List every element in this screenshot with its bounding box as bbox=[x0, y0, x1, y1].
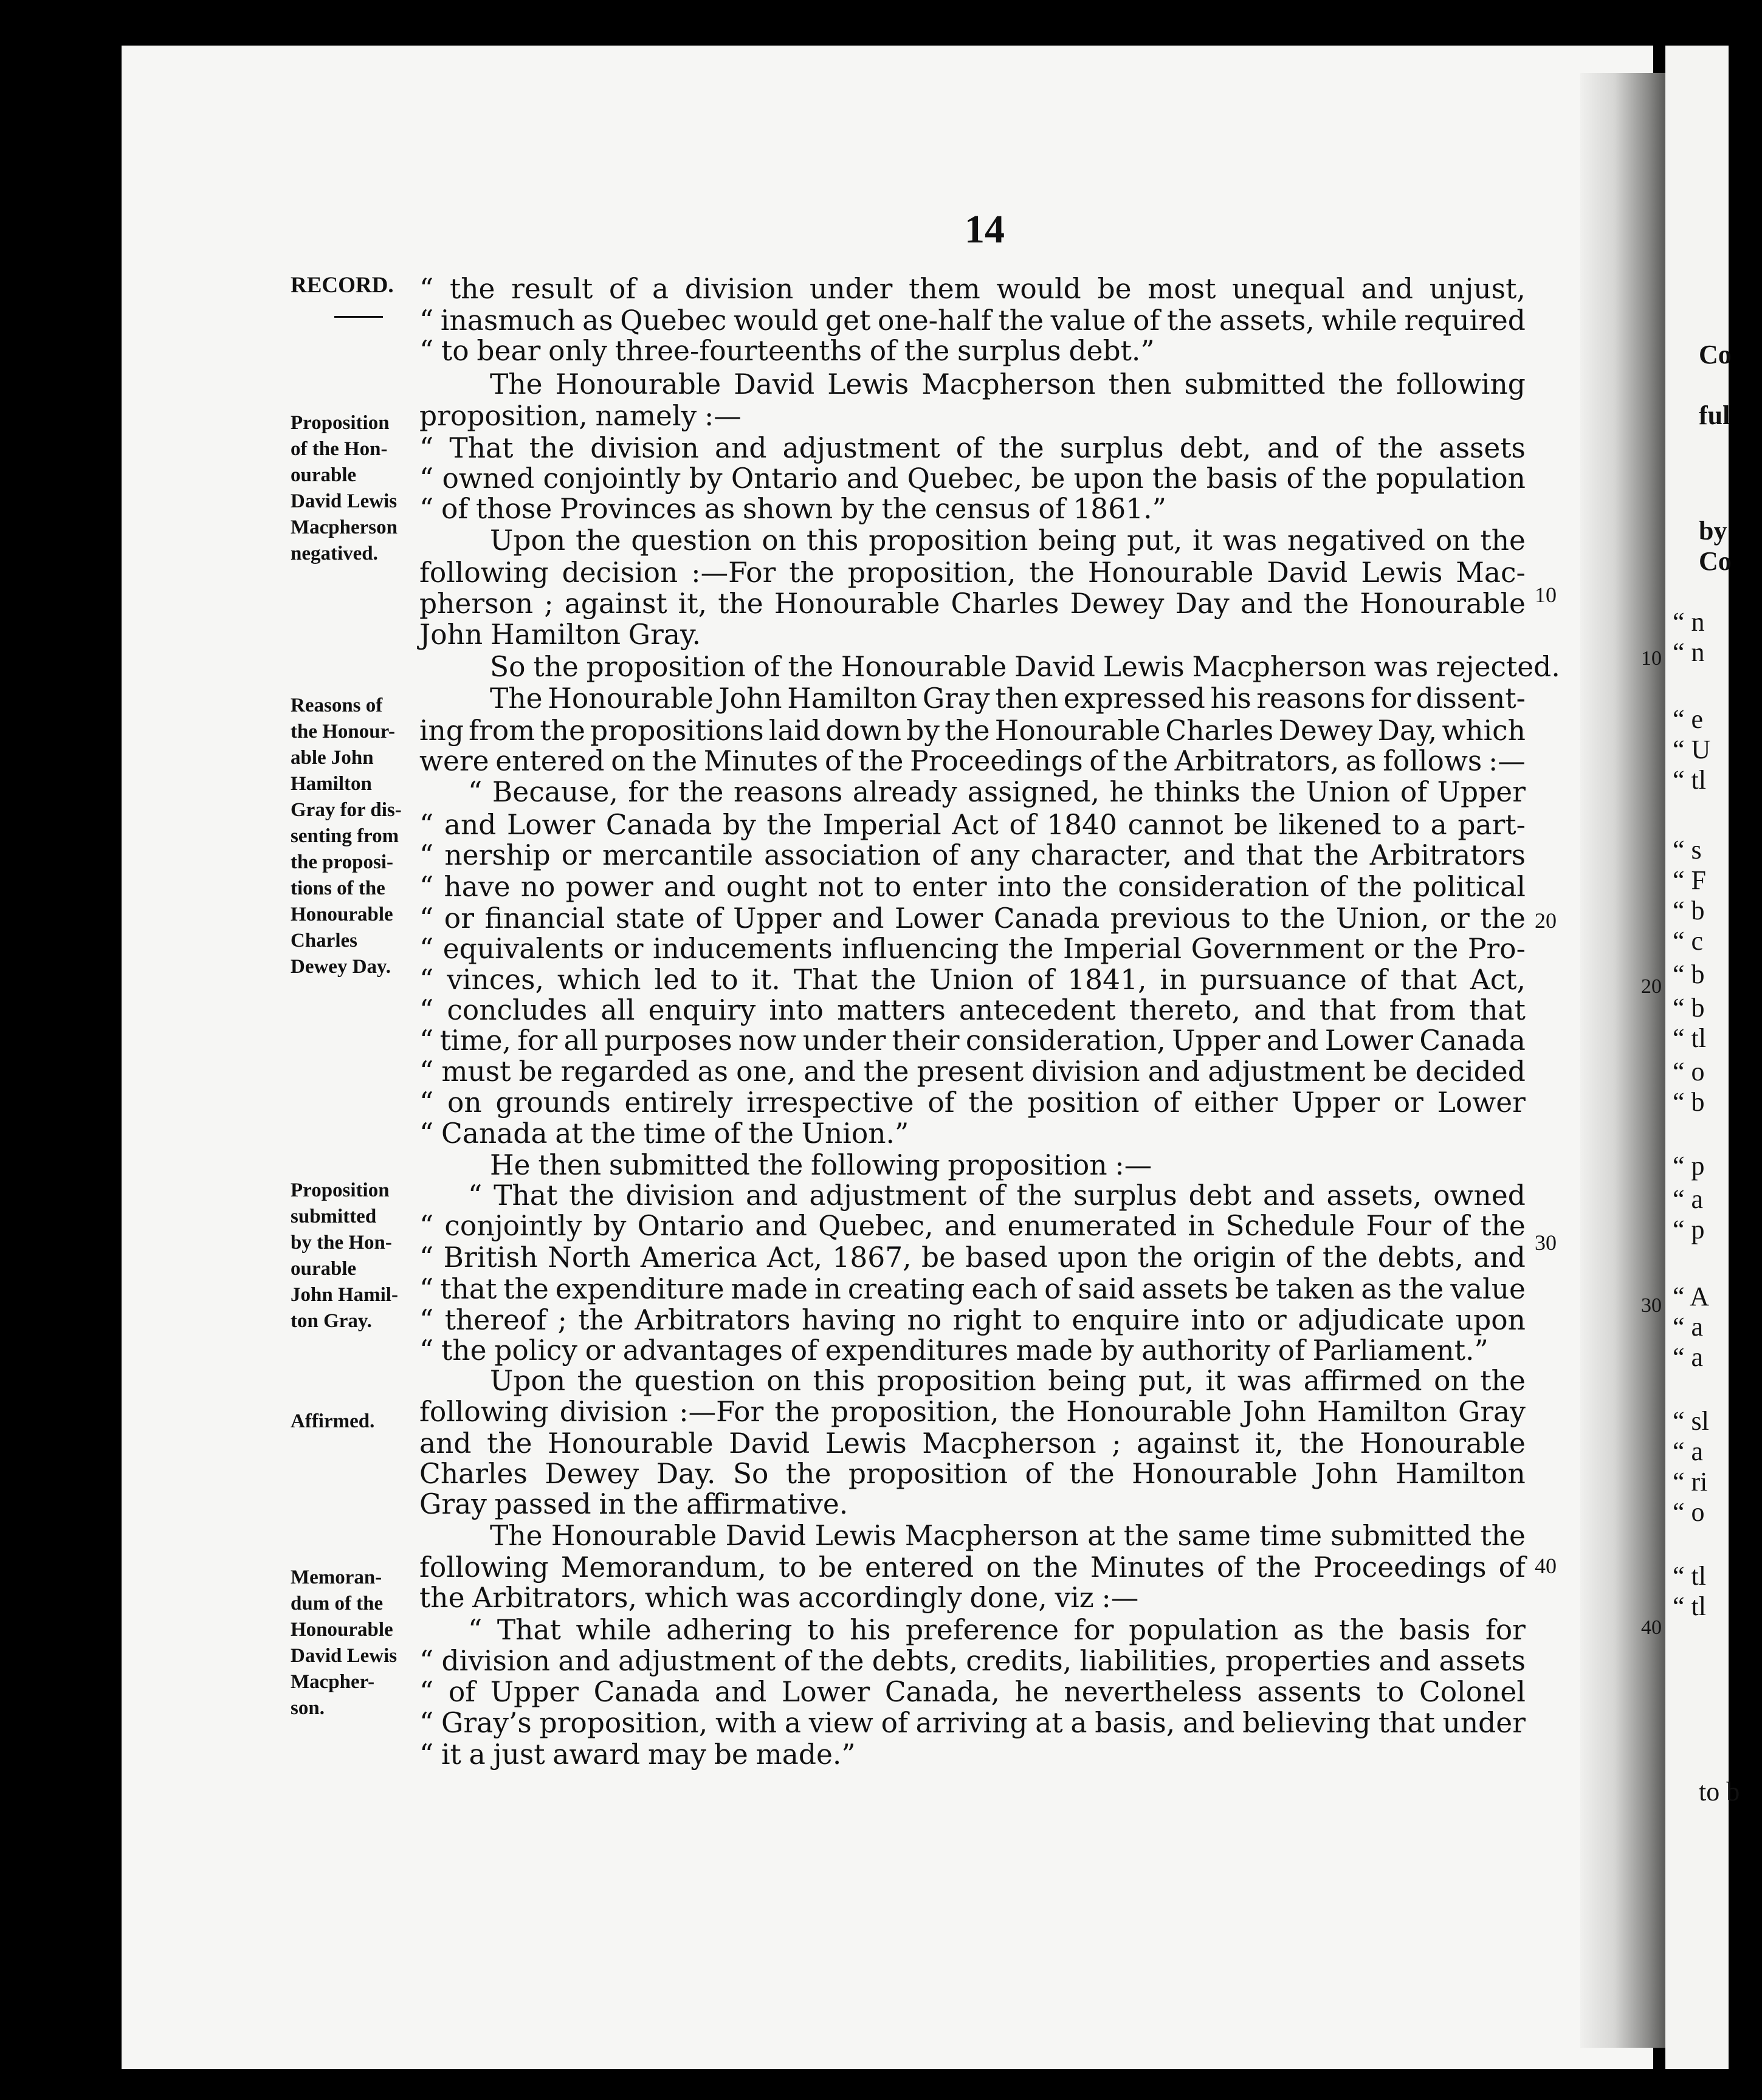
adjacent-page-text: “ c bbox=[1673, 926, 1704, 956]
body-text-line: “ the result of a division under them would be most unequal and unjust, bbox=[419, 273, 1526, 305]
body-text-line: were entered on the Minutes of the Proceedings of the Arbitrators, as follows :— bbox=[419, 745, 1526, 777]
margin-note bbox=[291, 1565, 430, 1721]
line-number: 10 bbox=[1535, 583, 1557, 607]
page-number: 14 bbox=[965, 207, 1005, 252]
record-rule bbox=[334, 316, 383, 318]
margin-note-line: submitted bbox=[291, 1206, 377, 1227]
body-text-line: ing from the propositions laid down by the Honourable Charles Dewey Day, which bbox=[419, 715, 1526, 747]
body-text-line: “ or financial state of Upper and Lower Canada previous to the Union, or the bbox=[419, 902, 1526, 935]
margin-note-line: Macpherson bbox=[291, 516, 397, 538]
adjacent-page-text: “ n bbox=[1673, 637, 1705, 667]
margin-note-line: ton Gray. bbox=[291, 1310, 372, 1332]
adjacent-page-edge bbox=[1641, 46, 1740, 2069]
body-text-line: “ that the expenditure made in creating each of said assets be taken as the value bbox=[419, 1273, 1526, 1305]
margin-note-line: John Hamil- bbox=[291, 1284, 398, 1306]
body-text-line: Charles Dewey Day. So the proposition of the Honourable John Hamilton bbox=[419, 1458, 1526, 1490]
margin-note-line: Hamilton bbox=[291, 773, 372, 795]
margin-note-line: the proposi- bbox=[291, 851, 393, 873]
margin-note-line: Reasons of bbox=[291, 695, 383, 716]
line-number: 40 bbox=[1535, 1554, 1557, 1578]
margin-note bbox=[291, 1409, 430, 1435]
body-text-line: “ the policy or advantages of expenditures made by authority of Parliament.” bbox=[419, 1334, 1488, 1367]
body-text-line: “ to bear only three-fourteenths of the surplus debt.” bbox=[419, 335, 1155, 367]
body-text-line: The Honourable David Lewis Macpherson then submitted the following bbox=[490, 368, 1526, 400]
body-text-line: “ That while adhering to his preference for population as the basis for bbox=[468, 1614, 1526, 1646]
margin-note-line: Affirmed. bbox=[291, 1410, 375, 1432]
adjacent-page-line-number: 10 bbox=[1641, 647, 1662, 670]
margin-note-line: ourable bbox=[291, 464, 357, 486]
line-number: 30 bbox=[1535, 1230, 1557, 1255]
adjacent-page-text: “ tl bbox=[1673, 1591, 1706, 1621]
body-text-line: “ That the division and adjustment of the surplus debt and assets, owned bbox=[468, 1179, 1526, 1212]
body-text-line: the Arbitrators, which was accordingly done, viz :— bbox=[419, 1582, 1139, 1614]
body-text-line: “ concludes all enquiry into matters antecedent thereto, and that from that bbox=[419, 994, 1526, 1026]
adjacent-page-text: “ tl bbox=[1673, 765, 1706, 795]
margin-note-line: Gray for dis- bbox=[291, 799, 402, 821]
adjacent-page-text: “ U bbox=[1673, 735, 1711, 764]
body-text-line: The Honourable John Hamilton Gray then expressed his reasons for dissent- bbox=[490, 682, 1526, 715]
body-text-line: “ nership or mercantile association of any character, and that the Arbitrators bbox=[419, 839, 1526, 871]
body-text-line: “ Because, for the reasons already assigned, he thinks the Union of Upper bbox=[468, 776, 1526, 808]
adjacent-page-text: by bbox=[1699, 516, 1727, 546]
body-text-line: following division :—For the proposition, the Honourable John Hamilton Gray bbox=[419, 1396, 1526, 1428]
margin-note-line: the Honour- bbox=[291, 721, 396, 743]
body-text-line: “ of Upper Canada and Lower Canada, he nevertheless assents to Colonel bbox=[419, 1676, 1526, 1708]
body-text-line: Upon the question on this proposition being put, it was negatived on the bbox=[490, 524, 1526, 557]
margin-note-line: of the Hon- bbox=[291, 438, 388, 460]
body-text-line: He then submitted the following proposition :— bbox=[490, 1149, 1152, 1181]
body-text-line: “ conjointly by Ontario and Quebec, and enumerated in Schedule Four of the bbox=[419, 1210, 1526, 1242]
margin-note bbox=[291, 1178, 430, 1334]
margin-note-line: senting from bbox=[291, 825, 399, 847]
body-text-line: “ have no power and ought not to enter into the consideration of the political bbox=[419, 871, 1526, 903]
body-text-line: pherson ; against it, the Honourable Charles Dewey Day and the Honourable bbox=[419, 588, 1526, 620]
adjacent-page-text: “ tl bbox=[1673, 1023, 1706, 1053]
margin-note-line: negatived. bbox=[291, 543, 378, 564]
adjacent-page-text: ful bbox=[1699, 400, 1730, 430]
adjacent-page-text: “ b bbox=[1673, 896, 1705, 925]
margin-note-line: Memoran- bbox=[291, 1566, 382, 1588]
body-text-line: following decision :—For the proposition, the Honourable David Lewis Mac- bbox=[419, 557, 1526, 589]
adjacent-page-text: Co bbox=[1699, 340, 1732, 369]
line-number: 20 bbox=[1535, 908, 1557, 933]
body-text-line: “ of those Provinces as shown by the census of 1861.” bbox=[419, 493, 1166, 525]
margin-note-line: Charles bbox=[291, 930, 357, 952]
body-text-line: following Memorandum, to be entered on the Minutes of the Proceedings of bbox=[419, 1551, 1526, 1584]
margin-note-line: able John bbox=[291, 747, 374, 769]
adjacent-page-line-number: 20 bbox=[1641, 975, 1662, 998]
body-text-line: and the Honourable David Lewis Macpherson ; against it, the Honourable bbox=[419, 1427, 1526, 1460]
adjacent-page-text: “ b bbox=[1673, 959, 1705, 989]
adjacent-page-text: “ a bbox=[1673, 1436, 1704, 1466]
body-text-line: “ must be regarded as one, and the present division and adjustment be decided bbox=[419, 1055, 1526, 1088]
page-gutter-shadow bbox=[1580, 73, 1665, 2048]
adjacent-page-text: “ e bbox=[1673, 704, 1704, 734]
margin-note-line: Honourable bbox=[291, 904, 393, 925]
body-text-line: “ time, for all purposes now under their consideration, Upper and Lower Canada bbox=[419, 1024, 1526, 1057]
margin-note-line: by the Hon- bbox=[291, 1232, 392, 1254]
adjacent-page-text: “ o bbox=[1673, 1497, 1705, 1527]
adjacent-page-text: “ o bbox=[1673, 1057, 1705, 1086]
margin-note bbox=[291, 410, 430, 567]
margin-note-line: Macpher- bbox=[291, 1671, 375, 1693]
body-text-line: “ That the division and adjustment of the surplus debt, and of the assets bbox=[419, 432, 1526, 464]
body-text-line: “ owned conjointly by Ontario and Quebec, be upon the basis of the population bbox=[419, 462, 1526, 495]
margin-note bbox=[291, 693, 430, 980]
adjacent-page-text: to b bbox=[1699, 1777, 1740, 1807]
margin-note-line: Dewey Day. bbox=[291, 956, 391, 978]
body-text-line: John Hamilton Gray. bbox=[419, 619, 701, 651]
record-label: RECORD. bbox=[291, 273, 394, 298]
body-text-line: Gray passed in the affirmative. bbox=[419, 1488, 848, 1520]
body-text-line: “ and Lower Canada by the Imperial Act of 1840 cannot be likened to a part- bbox=[419, 809, 1526, 841]
adjacent-page-text: “ a bbox=[1673, 1342, 1704, 1372]
body-text-line: proposition, namely :— bbox=[419, 400, 742, 432]
adjacent-page-text: “ F bbox=[1673, 865, 1706, 895]
body-text-line: “ division and adjustment of the debts, credits, liabilities, properties and assets bbox=[419, 1645, 1526, 1677]
body-text-line: “ British North America Act, 1867, be based upon the origin of the debts, and bbox=[419, 1241, 1526, 1274]
margin-note-line: ourable bbox=[291, 1258, 357, 1280]
margin-note-line: David Lewis bbox=[291, 1645, 397, 1667]
body-text-line: So the proposition of the Honourable David Lewis Macpherson was rejected. bbox=[490, 651, 1560, 683]
margin-note-line: dum of the bbox=[291, 1593, 384, 1614]
adjacent-page-text: Co bbox=[1699, 546, 1732, 576]
body-text-line: “ inasmuch as Quebec would get one-half the value of the assets, while required bbox=[419, 304, 1526, 337]
adjacent-page-text: “ b bbox=[1673, 1087, 1705, 1117]
margin-note-line: Proposition bbox=[291, 1179, 390, 1201]
adjacent-page-line-number: 30 bbox=[1641, 1294, 1662, 1317]
adjacent-page-text: “ A bbox=[1673, 1282, 1709, 1311]
adjacent-page-text: “ p bbox=[1673, 1151, 1705, 1181]
body-text-line: “ Canada at the time of the Union.” bbox=[419, 1117, 909, 1150]
body-text-line: “ Gray’s proposition, with a view of arriving at a basis, and believing that under bbox=[419, 1707, 1526, 1739]
adjacent-page-text: “ tl bbox=[1673, 1561, 1706, 1591]
adjacent-page-text: “ sl bbox=[1673, 1406, 1709, 1436]
adjacent-page-text: “ s bbox=[1673, 835, 1702, 865]
adjacent-page-line-number: 40 bbox=[1641, 1616, 1662, 1639]
margin-note-line: Honourable bbox=[291, 1619, 393, 1641]
body-text-line: “ it a just award may be made.” bbox=[419, 1738, 856, 1771]
margin-note-line: tions of the bbox=[291, 877, 385, 899]
adjacent-page-text: “ a bbox=[1673, 1184, 1704, 1214]
margin-note-line: Proposition bbox=[291, 412, 390, 434]
adjacent-page-text: “ b bbox=[1673, 993, 1705, 1023]
margin-note-line: son. bbox=[291, 1697, 325, 1719]
body-text-line: “ equivalents or inducements influencing the Imperial Government or the Pro- bbox=[419, 933, 1526, 965]
body-text-line: “ vinces, which led to it. That the Union of 1841, in pursuance of that Act, bbox=[419, 964, 1526, 996]
adjacent-page-text: “ p bbox=[1673, 1215, 1705, 1244]
body-text-line: “ on grounds entirely irrespective of the position of either Upper or Lower bbox=[419, 1086, 1526, 1119]
body-text-line: The Honourable David Lewis Macpherson at the same time submitted the bbox=[490, 1520, 1526, 1552]
adjacent-page-text: “ a bbox=[1673, 1312, 1704, 1342]
margin-note-line: David Lewis bbox=[291, 490, 397, 512]
body-text-line: Upon the question on this proposition being put, it was affirmed on the bbox=[490, 1365, 1526, 1397]
adjacent-page-text: “ ri bbox=[1673, 1467, 1708, 1497]
body-text-line: “ thereof ; the Arbitrators having no right to enquire into or adjudicate upon bbox=[419, 1304, 1526, 1336]
adjacent-page-text: “ n bbox=[1673, 607, 1705, 637]
